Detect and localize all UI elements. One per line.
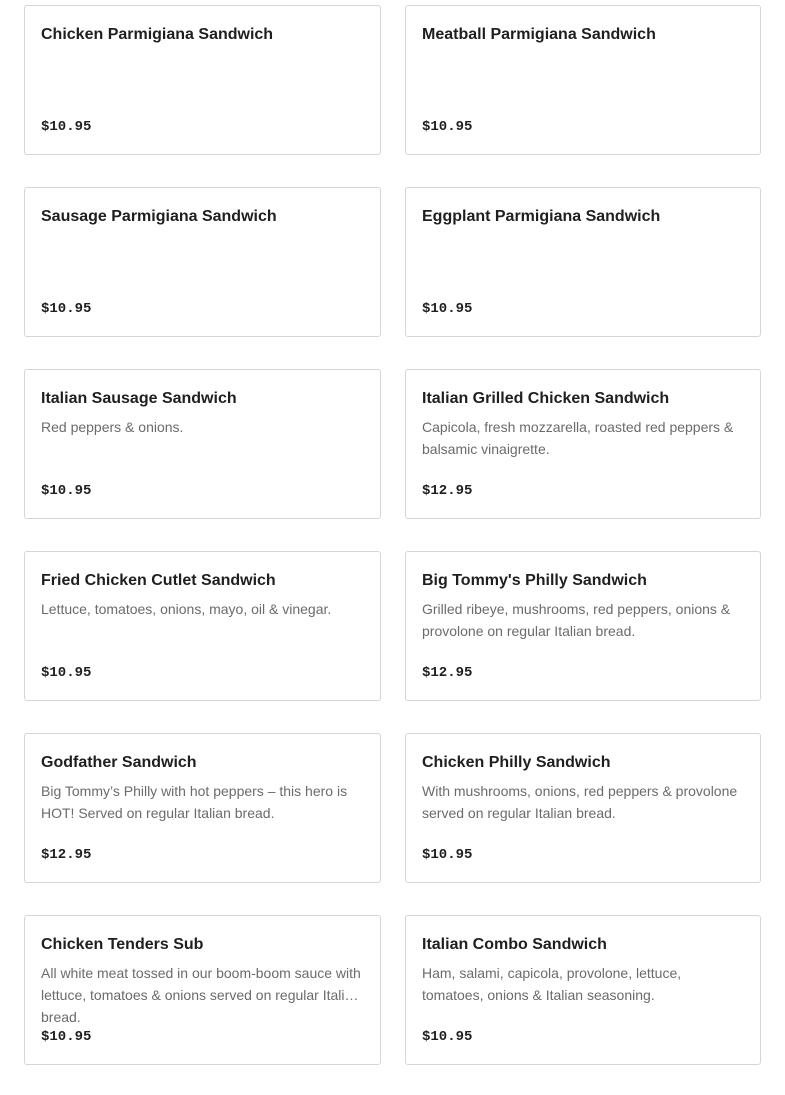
- menu-item-name: Italian Sausage Sandwich: [41, 390, 237, 407]
- menu-item-name: Chicken Philly Sandwich: [422, 754, 611, 771]
- menu-item-name: Eggplant Parmigiana Sandwich: [422, 208, 661, 225]
- menu-item-description: Lettuce, tomatoes, onions, mayo, oil & vinegar.: [41, 601, 332, 617]
- menu-item-description: All white meat tossed in our boom-boom sauce with lettuce, tomatoes & onions served on regular Italian bread.: [41, 965, 361, 1025]
- menu-item-description: Red peppers & onions.: [41, 419, 184, 435]
- menu-item-name: Sausage Parmigiana Sandwich: [41, 208, 277, 225]
- menu-item-card[interactable]: [24, 733, 381, 883]
- menu-item-price: $10.95: [41, 665, 92, 681]
- menu-item-card[interactable]: [405, 5, 761, 155]
- menu-item-price: $10.95: [41, 483, 92, 499]
- menu-item-name: Meatball Parmigiana Sandwich: [422, 26, 656, 43]
- menu-item-price: $10.95: [41, 1029, 92, 1045]
- menu-items-grid: [24, 5, 761, 1065]
- menu-item-card[interactable]: [405, 551, 761, 701]
- menu-item-description: Ham, salami, capicola, provolone, lettuce, tomatoes, onions & Italian seasoning.: [422, 965, 682, 1003]
- menu-item-name: Fried Chicken Cutlet Sandwich: [41, 572, 276, 589]
- menu-item-description: With mushrooms, onions, red peppers & provolone served on regular Italian bread.: [422, 783, 738, 821]
- menu-item-card[interactable]: [405, 187, 761, 337]
- menu-item-card[interactable]: [24, 915, 381, 1065]
- menu-item-name: Big Tommy's Philly Sandwich: [422, 572, 647, 589]
- menu-item-card[interactable]: [405, 733, 761, 883]
- menu-item-name: Italian Combo Sandwich: [422, 936, 607, 953]
- menu-item-card[interactable]: [405, 915, 761, 1065]
- menu-item-card[interactable]: [24, 369, 381, 519]
- menu-item-price: $10.95: [41, 301, 92, 317]
- menu-item-name: Italian Grilled Chicken Sandwich: [422, 390, 670, 407]
- menu-item-description: Big Tommy’s Philly with hot peppers – this hero is HOT! Served on regular Italian bread.: [41, 783, 348, 821]
- menu-item-name: Chicken Tenders Sub: [41, 936, 204, 953]
- menu-item-price: $12.95: [422, 483, 473, 499]
- menu-item-name: Chicken Parmigiana Sandwich: [41, 26, 274, 43]
- menu-item-name: Godfather Sandwich: [41, 754, 197, 771]
- menu-item-price: $10.95: [422, 119, 473, 135]
- menu-item-price: $10.95: [422, 1029, 473, 1045]
- menu-item-price: $12.95: [41, 847, 92, 863]
- menu-item-description: Capicola, fresh mozzarella, roasted red peppers & balsamic vinaigrette.: [422, 419, 734, 457]
- menu-item-price: $12.95: [422, 665, 473, 681]
- menu-item-card[interactable]: [405, 369, 761, 519]
- menu-item-card[interactable]: [24, 551, 381, 701]
- menu-item-card[interactable]: [24, 5, 381, 155]
- menu-item-card[interactable]: [24, 187, 381, 337]
- menu-item-price: $10.95: [422, 301, 473, 317]
- menu-item-price: $10.95: [41, 119, 92, 135]
- menu-item-description: Grilled ribeye, mushrooms, red peppers, onions & provolone on regular Italian bread.: [422, 601, 731, 639]
- menu-item-price: $10.95: [422, 847, 473, 863]
